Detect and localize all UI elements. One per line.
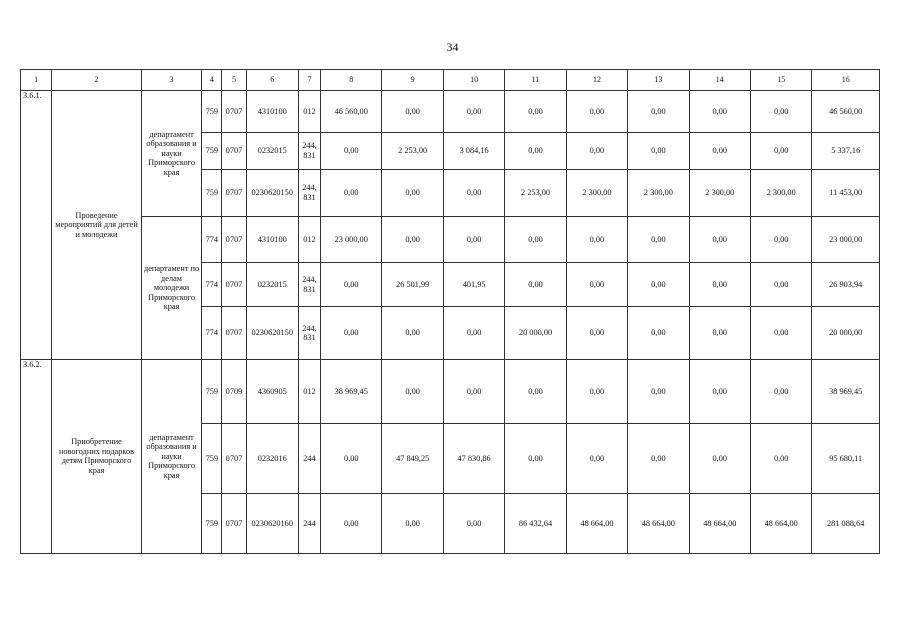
value-col-13: 0,00 (628, 91, 689, 133)
gryadka-code: 759 (202, 493, 222, 553)
value-col-10: 0,00 (443, 493, 504, 553)
total-value: 20 000,00 (812, 307, 880, 359)
column-number-15: 15 (751, 70, 812, 91)
value-col-8: 0,00 (321, 307, 382, 359)
total-value: 26 903,94 (812, 263, 880, 307)
gryadka-code: 759 (202, 91, 222, 133)
page-number: 34 (446, 40, 459, 54)
target-article-code: 0230620160 (246, 493, 298, 553)
value-col-9: 26 501,99 (382, 263, 443, 307)
section-code: 0707 (222, 493, 246, 553)
expense-type-code: 244 (298, 424, 320, 493)
value-col-10: 0,00 (443, 307, 504, 359)
total-value: 23 000,00 (812, 216, 880, 262)
expense-type-code: 244, 831 (298, 263, 320, 307)
value-col-10: 401,95 (443, 263, 504, 307)
value-col-15: 0,00 (751, 91, 812, 133)
total-value: 38 969,45 (812, 359, 880, 423)
target-article-code: 4310100 (246, 91, 298, 133)
value-col-8: 0,00 (321, 263, 382, 307)
value-col-11: 0,00 (505, 263, 566, 307)
value-col-12: 0,00 (566, 307, 627, 359)
expense-type-code: 244, 831 (298, 169, 320, 216)
value-col-9: 0,00 (382, 169, 443, 216)
header-row (21, 70, 880, 91)
value-col-11: 0,00 (505, 91, 566, 133)
target-article-code: 0232016 (246, 424, 298, 493)
column-number-14: 14 (689, 70, 750, 91)
value-col-14: 0,00 (689, 133, 750, 169)
section-code: 0707 (222, 169, 246, 216)
total-value: 281 088,64 (812, 493, 880, 553)
executor-name: департамент по делам молодежи Приморского края (141, 216, 201, 359)
section-code: 0709 (222, 359, 246, 423)
total-value: 11 453,00 (812, 169, 880, 216)
section-code: 0707 (222, 133, 246, 169)
value-col-13: 0,00 (628, 263, 689, 307)
value-col-11: 0,00 (505, 216, 566, 262)
expense-type-code: 012 (298, 359, 320, 423)
value-col-8: 0,00 (321, 493, 382, 553)
value-col-10: 0,00 (443, 359, 504, 423)
section-code: 0707 (222, 263, 246, 307)
value-col-11: 20 000,00 (505, 307, 566, 359)
column-number-11: 11 (505, 70, 566, 91)
expense-type-code: 244, 831 (298, 307, 320, 359)
gryadka-code: 774 (202, 216, 222, 262)
item-number: 3.6.2. (21, 359, 52, 553)
value-col-14: 0,00 (689, 359, 750, 423)
value-col-10: 47 830,86 (443, 424, 504, 493)
value-col-9: 47 849,25 (382, 424, 443, 493)
value-col-9: 0,00 (382, 307, 443, 359)
value-col-15: 0,00 (751, 359, 812, 423)
target-article-code: 0232015 (246, 133, 298, 169)
column-number-16: 16 (812, 70, 880, 91)
value-col-15: 0,00 (751, 263, 812, 307)
value-col-14: 0,00 (689, 307, 750, 359)
column-number-7: 7 (298, 70, 320, 91)
value-col-13: 48 664,00 (628, 493, 689, 553)
value-col-11: 0,00 (505, 424, 566, 493)
expense-type-code: 244, 831 (298, 133, 320, 169)
section-code: 0707 (222, 216, 246, 262)
total-value: 95 680,11 (812, 424, 880, 493)
value-col-8: 0,00 (321, 133, 382, 169)
expense-type-code: 244 (298, 493, 320, 553)
value-col-11: 0,00 (505, 133, 566, 169)
value-col-8: 0,00 (321, 169, 382, 216)
gryadka-code: 774 (202, 307, 222, 359)
value-col-8: 0,00 (321, 424, 382, 493)
expense-type-code: 012 (298, 216, 320, 262)
event-name: Проведение мероприятий для детей и молодежи (52, 91, 142, 360)
gryadka-code: 759 (202, 359, 222, 423)
value-col-10: 3 084,16 (443, 133, 504, 169)
value-col-14: 0,00 (689, 263, 750, 307)
value-col-12: 0,00 (566, 263, 627, 307)
column-number-13: 13 (628, 70, 689, 91)
value-col-11: 0,00 (505, 359, 566, 423)
gryadka-code: 759 (202, 133, 222, 169)
value-col-12: 0,00 (566, 216, 627, 262)
target-article-code: 0232015 (246, 263, 298, 307)
value-col-13: 0,00 (628, 307, 689, 359)
item-number: 3.6.1. (21, 91, 52, 360)
column-number-12: 12 (566, 70, 627, 91)
value-col-12: 0,00 (566, 133, 627, 169)
value-col-9: 0,00 (382, 216, 443, 262)
section-code: 0707 (222, 91, 246, 133)
value-col-12: 0,00 (566, 359, 627, 423)
target-article-code: 0230620150 (246, 169, 298, 216)
budget-table (20, 69, 880, 554)
column-number-8: 8 (321, 70, 382, 91)
value-col-10: 0,00 (443, 216, 504, 262)
column-number-10: 10 (443, 70, 504, 91)
gryadka-code: 759 (202, 169, 222, 216)
value-col-9: 0,00 (382, 359, 443, 423)
value-col-8: 46 560,00 (321, 91, 382, 133)
value-col-14: 0,00 (689, 91, 750, 133)
value-col-14: 0,00 (689, 424, 750, 493)
executor-name: департамент образования и науки Приморского края (141, 91, 201, 217)
value-col-13: 0,00 (628, 359, 689, 423)
executor-name: департамент образования и науки Приморского края (141, 359, 201, 553)
column-number-5: 5 (222, 70, 246, 91)
value-col-9: 2 253,00 (382, 133, 443, 169)
value-col-8: 23 000,00 (321, 216, 382, 262)
value-col-15: 2 300,00 (751, 169, 812, 216)
value-col-15: 0,00 (751, 216, 812, 262)
value-col-8: 38 969,45 (321, 359, 382, 423)
target-article-code: 4360905 (246, 359, 298, 423)
column-number-6: 6 (246, 70, 298, 91)
value-col-12: 2 300,00 (566, 169, 627, 216)
value-col-11: 86 432,64 (505, 493, 566, 553)
table-row (21, 359, 880, 423)
section-code: 0707 (222, 424, 246, 493)
value-col-15: 0,00 (751, 133, 812, 169)
target-article-code: 0230620150 (246, 307, 298, 359)
value-col-9: 0,00 (382, 91, 443, 133)
value-col-13: 0,00 (628, 424, 689, 493)
value-col-13: 2 300,00 (628, 169, 689, 216)
target-article-code: 4310100 (246, 216, 298, 262)
value-col-14: 2 300,00 (689, 169, 750, 216)
value-col-10: 0,00 (443, 169, 504, 216)
total-value: 46 560,00 (812, 91, 880, 133)
value-col-15: 48 664,00 (751, 493, 812, 553)
value-col-10: 0,00 (443, 91, 504, 133)
value-col-13: 0,00 (628, 216, 689, 262)
value-col-13: 0,00 (628, 133, 689, 169)
gryadka-code: 774 (202, 263, 222, 307)
table-row (21, 216, 880, 262)
expense-type-code: 012 (298, 91, 320, 133)
gryadka-code: 759 (202, 424, 222, 493)
value-col-15: 0,00 (751, 424, 812, 493)
column-number-1: 1 (21, 70, 52, 91)
section-code: 0707 (222, 307, 246, 359)
value-col-9: 0,00 (382, 493, 443, 553)
event-name: Приобретение новогодних подарков детям Приморского края (52, 359, 142, 553)
budget-table-body (21, 70, 880, 554)
column-number-4: 4 (202, 70, 222, 91)
value-col-11: 2 253,00 (505, 169, 566, 216)
value-col-12: 48 664,00 (566, 493, 627, 553)
value-col-14: 0,00 (689, 216, 750, 262)
value-col-14: 48 664,00 (689, 493, 750, 553)
table-row (21, 91, 880, 133)
column-number-2: 2 (52, 70, 142, 91)
value-col-12: 0,00 (566, 91, 627, 133)
column-number-9: 9 (382, 70, 443, 91)
total-value: 5 337,16 (812, 133, 880, 169)
value-col-12: 0,00 (566, 424, 627, 493)
value-col-15: 0,00 (751, 307, 812, 359)
column-number-3: 3 (141, 70, 201, 91)
